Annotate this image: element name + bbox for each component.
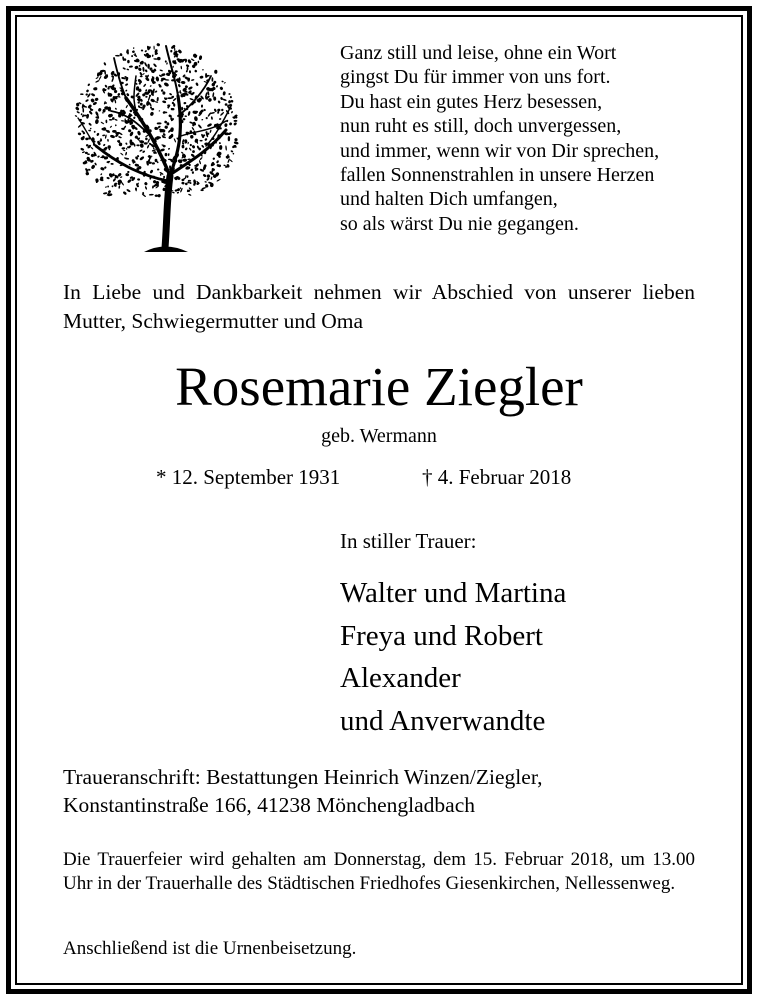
mourner-name: und Anverwandte: [340, 704, 546, 737]
poem-line: so als wärst Du nie gegangen.: [340, 212, 579, 235]
poem-line: fallen Sonnenstrahlen in unsere Herzen: [340, 164, 655, 187]
poem-line: Du hast ein gutes Herz besessen,: [340, 90, 603, 113]
poem-line: und immer, wenn wir von Dir sprechen,: [340, 139, 660, 162]
urn-burial-text: Anschließend ist die Urnenbeisetzung.: [63, 938, 357, 959]
poem-line: gingst Du für immer von uns fort.: [340, 66, 611, 89]
poem-line: nun ruht es still, doch unvergessen,: [340, 115, 622, 138]
poem: [340, 41, 659, 236]
mourning-label: In stiller Trauer:: [340, 529, 477, 553]
mourner-name: Freya und Robert: [340, 619, 543, 652]
ceremony-text: Die Trauerfeier wird gehalten am Donnerstag, dem 15. Februar 2018, um 13.00 Uhr in der Trauerhalle des Städtischen Friedhofes Giesenkirchen, Nellessenweg.: [63, 849, 695, 894]
address-line: Traueranschrift: Bestattungen Heinrich Winzen/Ziegler,: [63, 765, 543, 789]
tree-icon: [66, 36, 246, 261]
mourners-list: [340, 572, 566, 742]
address-line: Konstantinstraße 166, 41238 Mönchengladbach: [63, 793, 475, 817]
poem-line: Ganz still und leise, ohne ein Wort: [340, 42, 617, 64]
death-date: † 4. Februar 2018: [422, 465, 572, 489]
intro-text: In Liebe und Dankbarkeit nehmen wir Abschied von unserer lieben Mutter, Schwiegermutter und Oma: [63, 280, 695, 333]
deceased-name: Rosemarie Ziegler: [175, 356, 583, 417]
birth-name: geb. Wermann: [321, 425, 437, 447]
birth-date: * 12. September 1931: [156, 465, 341, 489]
poem-line: und halten Dich umfangen,: [340, 188, 558, 211]
mourner-name: Alexander: [340, 662, 461, 694]
mourner-name: Walter und Martina: [340, 577, 567, 609]
mourning-address: [63, 763, 543, 819]
